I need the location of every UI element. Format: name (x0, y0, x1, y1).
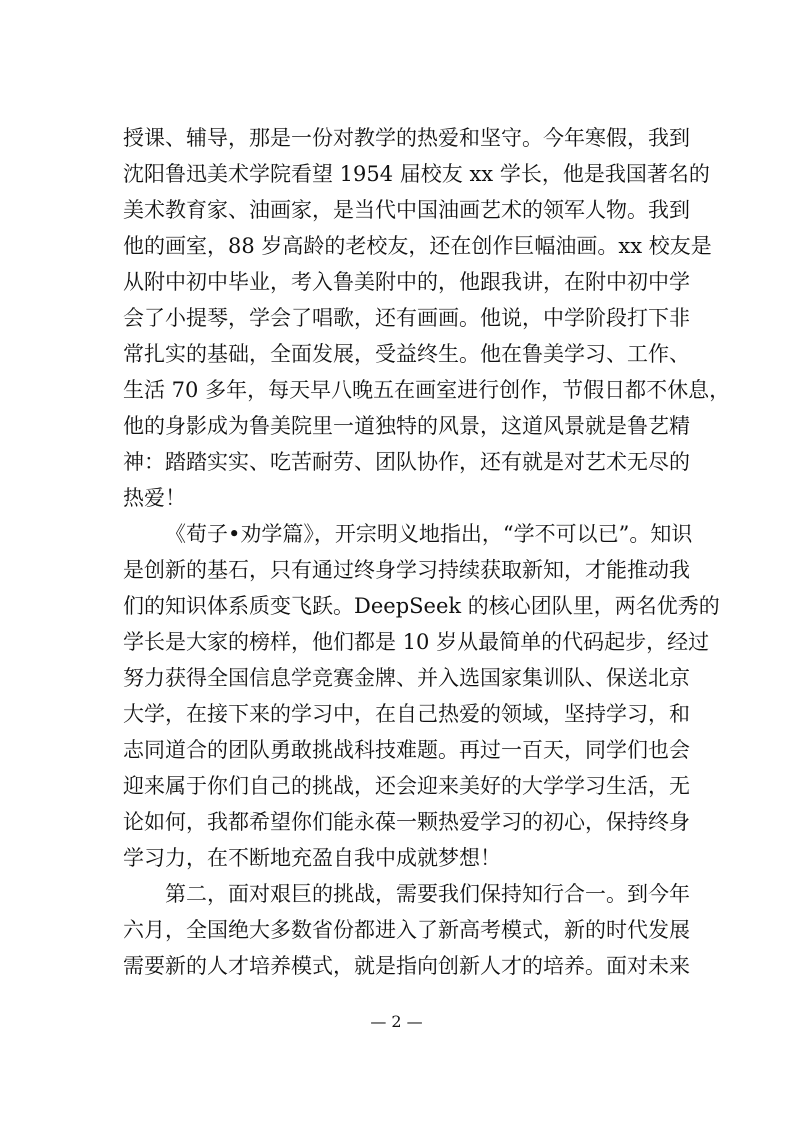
paragraph-1-line-11: 热爱！ (123, 486, 186, 510)
page-number: — 2 — (370, 1012, 423, 1031)
paragraph-1-line-2: 沈阳鲁迅美术学院看望 1954 届校友 xx 学长，他是我国著名的 (123, 162, 710, 186)
paragraph-3-line-2: 六月，全国绝大多数省份都进入了新高考模式，新的时代发展 (123, 918, 690, 942)
paragraph-1-line-8: 生活 70 多年，每天早八晚五在画室进行创作，节假日都不休息， (123, 378, 731, 402)
paragraph-2-line-2: 是创新的基石，只有通过终身学习持续获取新知，才能推动我 (123, 558, 690, 582)
paragraph-2-line-7: 志同道合的团队勇敢挑战科技难题。再过一百天，同学们也会 (123, 738, 690, 762)
paragraph-3-line-1: 第二，面对艰巨的挑战，需要我们保持知行合一。到今年 (165, 882, 690, 906)
paragraph-1-line-3: 美术教育家、油画家，是当代中国油画艺术的领军人物。我到 (123, 198, 690, 222)
paragraph-1-line-7: 常扎实的基础，全面发展，受益终生。他在鲁美学习、工作、 (123, 342, 690, 366)
paragraph-3-line-3: 需要新的人才培养模式，就是指向创新人才的培养。面对未来 (123, 954, 690, 978)
paragraph-1-line-10: 神：踏踏实实、吃苦耐劳、团队协作，还有就是对艺术无尽的 (123, 450, 690, 474)
paragraph-2-line-8: 迎来属于你们自己的挑战，还会迎来美好的大学学习生活，无 (123, 774, 690, 798)
paragraph-2-line-10: 学习力，在不断地充盈自我中成就梦想！ (123, 846, 501, 870)
paragraph-2-line-3: 们的知识体系质变飞跃。DeepSeek 的核心团队里，两名优秀的 (123, 594, 720, 618)
paragraph-1-line-5: 从附中初中毕业，考入鲁美附中的，他跟我讲，在附中初中学 (123, 270, 690, 294)
paragraph-1-line-4: 他的画室，88 岁高龄的老校友，还在创作巨幅油画。xx 校友是 (123, 234, 712, 258)
paragraph-2-line-4: 学长是大家的榜样，他们都是 10 岁从最简单的代码起步，经过 (123, 630, 710, 654)
paragraph-2-line-6: 大学，在接下来的学习中，在自己热爱的领域，坚持学习，和 (123, 702, 690, 726)
paragraph-1-line-9: 他的身影成为鲁美院里一道独特的风景，这道风景就是鲁艺精 (123, 414, 690, 438)
paragraph-1-line-6: 会了小提琴，学会了唱歌，还有画画。他说，中学阶段打下非 (123, 306, 690, 330)
paragraph-2-line-5: 努力获得全国信息学竞赛金牌、并入选国家集训队、保送北京 (123, 666, 690, 690)
paragraph-2-line-1: 《荀子•劝学篇》，开宗明义地指出，“学不可以已”。知识 (165, 522, 693, 546)
paragraph-2-line-9: 论如何，我都希望你们能永葆一颗热爱学习的初心，保持终身 (123, 810, 690, 834)
paragraph-1-line-1: 授课、辅导，那是一份对教学的热爱和坚守。今年寒假，我到 (123, 126, 690, 150)
